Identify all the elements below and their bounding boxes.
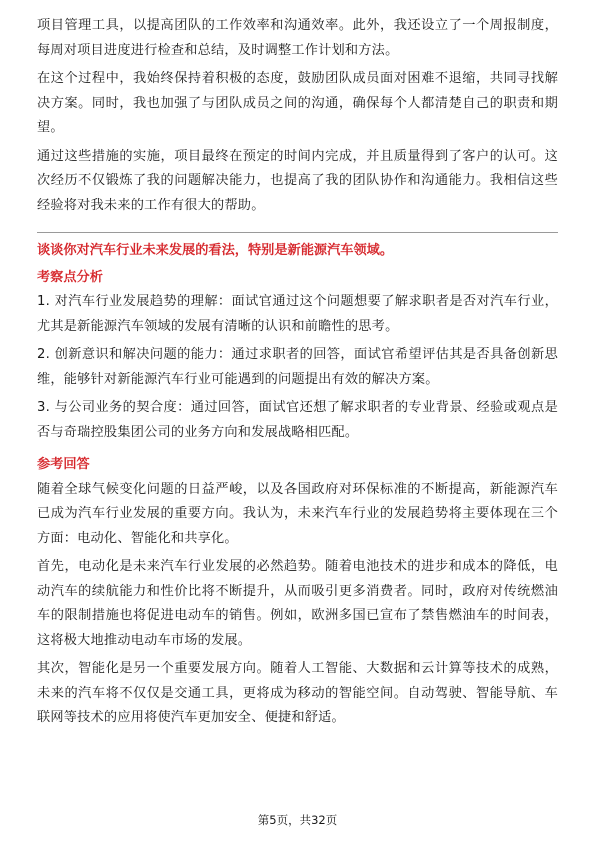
analysis-item: 1. 对汽车行业发展趋势的理解：面试官通过这个问题想要了解求职者是否对汽车行业，尤其是新能源汽车领域的发展有清晰的认识和前瞻性的思考。 xyxy=(37,294,558,334)
paragraph: 在这个过程中，我始终保持着积极的态度，鼓励团队成员面对困难不退缩，共同寻找解决方案。同时，我也加强了与团队成员之间的沟通，确保每个人都清楚自己的职责和期望。 xyxy=(37,71,558,135)
answer-paragraph: 其次，智能化是另一个重要发展方向。随着人工智能、大数据和云计算等技术的成熟，未来的汽车将不仅仅是交通工具，更将成为移动的智能空间。自动驾驶、智能导航、车联网等技术的应用将使汽车更加安全、便捷和舒适。 xyxy=(37,661,558,725)
answer-heading: 参考回答 xyxy=(37,457,90,472)
page-number: 第5页，共32页 xyxy=(257,813,338,827)
paragraph: 项目管理工具，以提高团队的工作效率和沟通效率。此外，我还设立了一个周报制度，每周对项目进度进行检查和总结，及时调整工作计划和方法。 xyxy=(37,18,558,58)
analysis-item: 2. 创新意识和解决问题的能力：通过求职者的回答，面试官希望评估其是否具备创新思维，能够针对新能源汽车行业可能遇到的问题提出有效的解决方案。 xyxy=(37,347,558,387)
answer-paragraph: 随着全球气候变化问题的日益严峻，以及各国政府对环保标准的不断提高，新能源汽车已成为汽车行业发展的重要方向。我认为，未来汽车行业的发展趋势将主要体现在三个方面：电动化、智能化和共享化。 xyxy=(37,481,558,546)
paragraph: 通过这些措施的实施，项目最终在预定的时间内完成，并且质量得到了客户的认可。这次经历不仅锻炼了我的问题解决能力，也提高了我的团队协作和沟通能力。我相信这些经验将对我未来的工作有很大的帮助。 xyxy=(37,148,558,213)
answer-paragraph: 首先，电动化是未来汽车行业发展的必然趋势。随着电池技术的进步和成本的降低，电动汽车的续航能力和性价比将不断提升，从而吸引更多消费者。同时，政府对传统燃油车的限制措施也将促进电动车的销售。例如，欧洲多国已宣布了禁售燃油车的时间表，这将极大地推动电动车市场的发展。 xyxy=(37,559,558,648)
section-divider xyxy=(37,232,558,233)
analysis-heading: 考察点分析 xyxy=(37,269,103,285)
question-title: 谈谈你对汽车行业未来发展的看法，特别是新能源汽车领域。 xyxy=(37,243,394,258)
document-page xyxy=(37,14,558,735)
analysis-item: 3. 与公司业务的契合度：通过回答，面试官还想了解求职者的专业背景、经验或观点是否与奇瑞控股集团公司的业务方向和发展战略相匹配。 xyxy=(37,400,558,440)
